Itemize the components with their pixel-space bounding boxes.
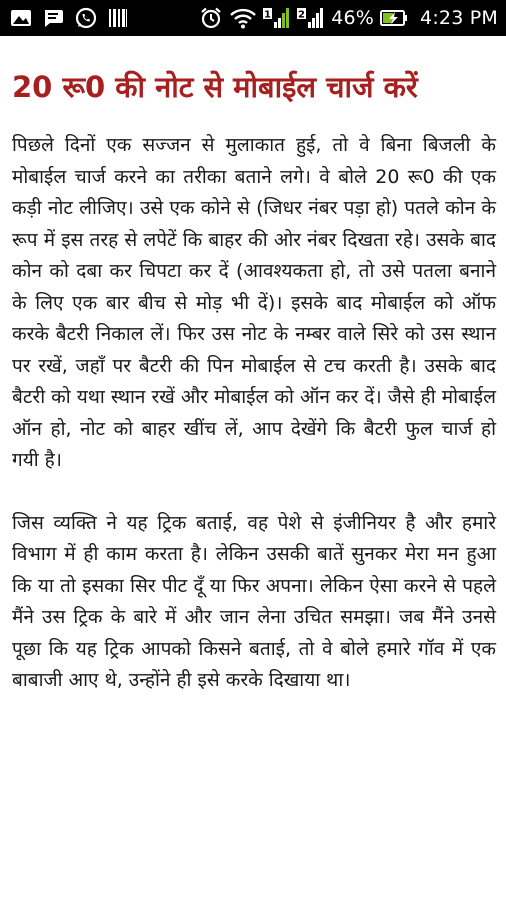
notification-icons: [10, 6, 128, 30]
sim2-label: 2: [298, 9, 306, 21]
alarm-icon: [199, 6, 223, 30]
signal-1-icon: [263, 6, 291, 30]
image-icon: [10, 8, 32, 28]
battery-percent: 46%: [331, 7, 375, 29]
clock-time: 4:23 PM: [420, 7, 498, 29]
battery-charging-icon: [380, 8, 408, 28]
status-bar: [0, 0, 506, 36]
article-body: [12, 130, 496, 697]
article-paragraph-1: पिछले दिनों एक सज्जन से मुलाकात हुई, तो वे बिना बिजली के मोबाईल चार्ज करने का तरीका बताने लगे। वे बोले 20 रू0 की एक कड़ी नोट लीजिए। उसे एक कोने से (जिधर नंबर पड़ा हो) पतले कोन के रूप में इस तरह से लपेटें कि बाहर की ओर नंबर दिखता रहे। उसके बाद कोन को दबा कर चिपटा कर दें (आवश्यकता हो, तो उसे पतला बनाने के लिए एक बार बीच से मोड़ भी दें)। इसके बाद मोबाईल को ऑफ करके बैटरी निकाल लें। फिर उस नोट के नम्बर वाले सिरे को उस स्थान पर रखें, जहाँ पर बैटरी की पिन मोबाईल से टच करती है। उसके बाद बैटरी को यथा स्थान रखें और मोबाईल को ऑन कर दें। जैसे ही मोबाईल ऑन हो, नोट को बाहर खींच लें, आप देखेंगे कि बैटरी फुल चार्ज हो गयी है।: [12, 134, 496, 471]
article-paragraph-2: जिस व्यक्ति ने यह ट्रिक बताई, वह पेशे से इंजीनियर है और हमारे विभाग में ही काम करता है। लेकिन उसकी बातें सुनकर मेरा मन हुआ कि या तो इसका सिर पीट दूँ या फिर अपना। लेकिन ऐसा करने से पहले मैंने उस ट्रिक के बारे में और जान लेना उचित समझा। जब मैंने उनसे पूछा कि यह ट्रिक आपको किसने बताई, तो वे बोले हमारे गॉव में एक बाबाजी आए थे, उन्होंने ही इसे करके दिखाया था।: [12, 511, 496, 691]
sim1-label: 1: [264, 9, 272, 21]
article-content: [12, 36, 496, 697]
system-status: [199, 6, 498, 30]
article-title: 20 रू0 की नोट से मोबाईल चार्ज करें: [12, 70, 418, 104]
wifi-icon: [229, 7, 257, 29]
chat-icon: [42, 7, 64, 29]
whatsapp-icon: [74, 6, 98, 30]
signal-2-icon: [297, 6, 325, 30]
barcode-icon: [108, 7, 128, 29]
